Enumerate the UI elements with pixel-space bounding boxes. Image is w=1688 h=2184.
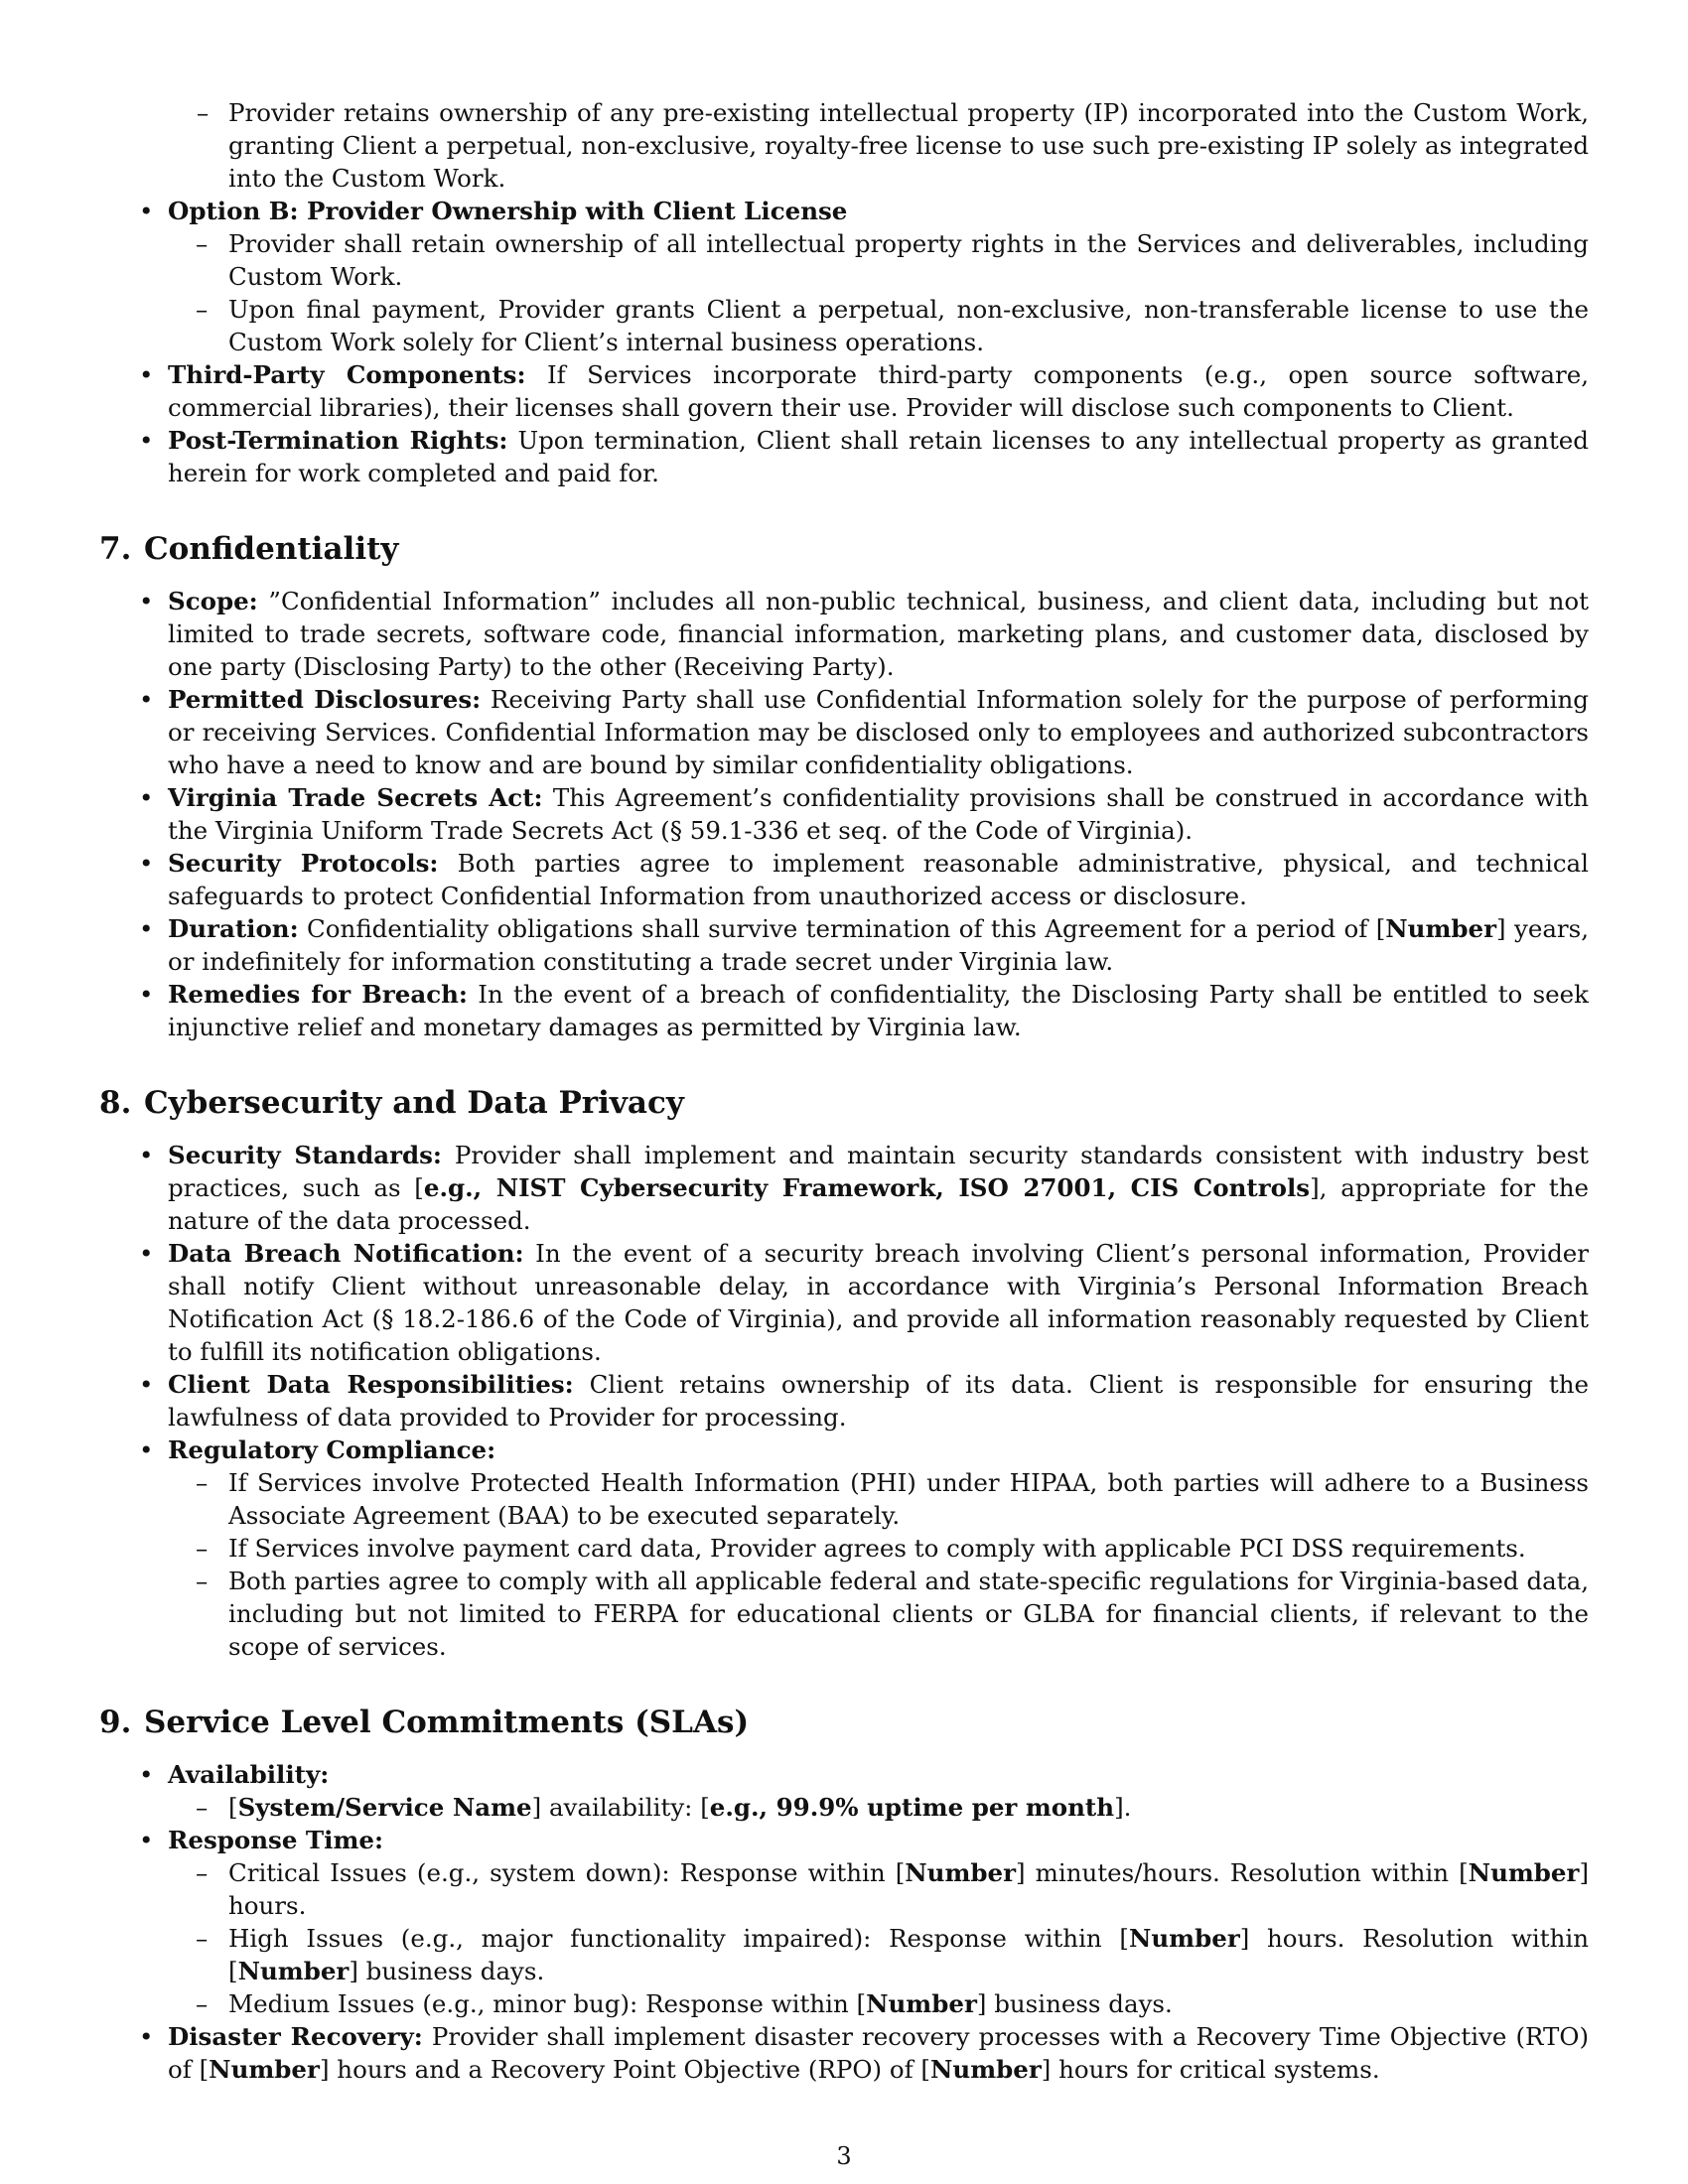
- list-item: [99, 1433, 1589, 1663]
- sla-list: [99, 1758, 1589, 2086]
- list-item: [99, 978, 1589, 1043]
- client-data-label: Client Data Responsibilities:: [168, 1370, 574, 1399]
- cybersecurity-list: [99, 1139, 1589, 1663]
- placeholder-field: Number: [905, 1858, 1017, 1887]
- scope-text: ”Confidential Information” includes all non-public technical, business, and client data, including but not limited to trade secrets, software code, financial information, marketing plans, and customer data, disclosed by one party (Disclosing Party) to the other (Receiving Party).: [168, 587, 1589, 681]
- section-heading-sla: [99, 1703, 1589, 1742]
- security-label: Security Protocols:: [168, 849, 439, 878]
- list-item: [99, 1139, 1589, 1237]
- option-b-title: Option B: Provider Ownership with Client License: [168, 197, 848, 225]
- medium-text: ] business days.: [976, 1989, 1173, 2018]
- list-item: [99, 424, 1589, 489]
- page-number: 3: [836, 2142, 852, 2170]
- list-item: [168, 293, 1589, 358]
- list-item: [168, 1856, 1589, 1922]
- standards-text: ], appropriate for the nature of the data processed.: [168, 1173, 1589, 1235]
- placeholder-field: Number: [930, 2055, 1042, 2084]
- list-item: [168, 1565, 1589, 1663]
- list-item: [99, 195, 1589, 358]
- section-heading-cybersecurity: [99, 1083, 1589, 1123]
- placeholder-field: Number: [237, 1957, 350, 1985]
- availability-text: ] availability: [: [531, 1793, 710, 1822]
- permitted-label: Permitted Disclosures:: [168, 685, 482, 714]
- response-sublist: [168, 1856, 1589, 2020]
- list-item: [99, 96, 1589, 195]
- standards-label: Security Standards:: [168, 1141, 442, 1169]
- bracket-text: [: [228, 1793, 238, 1822]
- list-item: [168, 1532, 1589, 1565]
- virginia-text: This Agreement’s confidentiality provisions shall be construed in accordance with the Virginia Uniform Trade Secrets Act (§ 59.1-336 et seq. of the Code of Virginia).: [168, 783, 1589, 845]
- disaster-recovery-text: Provider shall implement disaster recovery processes with a Recovery Time Objective (RTO) of [: [168, 2022, 1589, 2084]
- post-termination-label: Post-Termination Rights:: [168, 426, 508, 455]
- list-item: [168, 1987, 1589, 2020]
- list-item: [99, 1237, 1589, 1368]
- regulatory-label: Regulatory Compliance:: [168, 1435, 496, 1464]
- regulatory-sub3: Both parties agree to comply with all applicable federal and state-specific regulations for Virginia-based data, including but not limited to FERPA for educational clients or GLBA for financial clients, if relevant to the scope of services.: [228, 1567, 1589, 1661]
- list-item: [99, 358, 1589, 424]
- availability-label: Availability:: [168, 1760, 330, 1789]
- remedies-label: Remedies for Breach:: [168, 980, 468, 1009]
- scope-label: Scope:: [168, 587, 258, 615]
- placeholder-field: Number: [209, 2055, 320, 2084]
- placeholder-field: Number: [1385, 914, 1497, 943]
- placeholder-field: Number: [1468, 1858, 1580, 1887]
- list-item: [168, 1791, 1589, 1824]
- list-item: [99, 847, 1589, 912]
- section-number: 7.: [99, 531, 132, 567]
- standards-text: Provider shall implement and maintain security standards consistent with industry best practices, such as [: [168, 1141, 1589, 1202]
- list-item: [99, 1368, 1589, 1433]
- list-item: [168, 1922, 1589, 1987]
- placeholder-field: Number: [866, 1989, 977, 2018]
- post-termination-text: Upon termination, Client shall retain licenses to any intellectual property as granted herein for work completed and paid for.: [168, 426, 1589, 487]
- medium-text: Medium Issues (e.g., minor bug): Response within [: [228, 1989, 867, 2018]
- remedies-text: In the event of a breach of confidentiality, the Disclosing Party shall be entitled to seek injunctive relief and monetary damages as permitted by Virginia law.: [168, 980, 1589, 1041]
- list-item: [99, 1758, 1589, 1824]
- ip-preexisting-text: Provider retains ownership of any pre-existing intellectual property (IP) incorporated into the Custom Work, granting Client a perpetual, non-exclusive, royalty-free license to use such pre-existing IP solely as integrated into the Custom Work.: [228, 98, 1589, 193]
- section-title: Cybersecurity and Data Privacy: [144, 1085, 684, 1121]
- permitted-text: Receiving Party shall use Confidential Information solely for the purpose of performing or receiving Services. Confidential Information may be disclosed only to employees and authorized subcontractors who have a need to know and are bound by similar confidentiality obligations.: [168, 685, 1589, 779]
- security-text: Both parties agree to implement reasonable administrative, physical, and technical safeguards to protect Confidential Information from unauthorized access or disclosure.: [168, 849, 1589, 910]
- third-party-text: If Services incorporate third-party components (e.g., open source software, commercial libraries), their licenses shall govern their use. Provider will disclose such components to Client.: [168, 360, 1589, 422]
- section-heading-confidentiality: [99, 529, 1589, 569]
- placeholder-field: Number: [1128, 1924, 1240, 1953]
- option-b-sub2: Upon final payment, Provider grants Client a perpetual, non-exclusive, non-transferable license to use the Custom Work solely for Client’s internal business operations.: [228, 295, 1589, 356]
- placeholder-field: e.g., 99.9% uptime per month: [709, 1793, 1115, 1822]
- list-item: [168, 227, 1589, 293]
- placeholder-field: System/Service Name: [237, 1793, 532, 1822]
- high-text: ] hours. Resolution within [: [228, 1924, 1589, 1985]
- section-title: Service Level Commitments (SLAs): [144, 1705, 750, 1740]
- placeholder-field: e.g., NIST Cybersecurity Framework, ISO 27001, CIS Controls: [423, 1173, 1311, 1202]
- list-item: [99, 912, 1589, 978]
- critical-text: ] minutes/hours. Resolution within [: [1016, 1858, 1469, 1887]
- list-item: [99, 1824, 1589, 2020]
- virginia-label: Virginia Trade Secrets Act:: [168, 783, 543, 812]
- duration-text: Confidentiality obligations shall survive termination of this Agreement for a period of [: [298, 914, 1386, 943]
- response-label: Response Time:: [168, 1826, 384, 1854]
- section-number: 9.: [99, 1705, 132, 1740]
- ip-list: [99, 195, 1589, 489]
- disaster-recovery-label: Disaster Recovery:: [168, 2022, 423, 2051]
- ip-continuation-list: [99, 96, 1589, 195]
- critical-text: Critical Issues (e.g., system down): Response within [: [228, 1858, 906, 1887]
- list-item: [99, 683, 1589, 781]
- breach-label: Data Breach Notification:: [168, 1239, 524, 1268]
- section-number: 8.: [99, 1085, 132, 1121]
- client-data-text: Client retains ownership of its data. Client is responsible for ensuring the lawfulness of data provided to Provider for processing.: [168, 1370, 1589, 1432]
- list-item: [99, 585, 1589, 683]
- high-text: ] business days.: [349, 1957, 545, 1985]
- critical-text: ] hours.: [228, 1858, 1589, 1920]
- confidentiality-list: [99, 585, 1589, 1043]
- regulatory-sublist: [168, 1466, 1589, 1663]
- breach-text: In the event of a security breach involving Client’s personal information, Provider shall notify Client without unreasonable delay, in accordance with Virginia’s Personal Information Breach Notification Act (§ 18.2-186.6 of the Code of Virginia), and provide all information reasonably requested by Client to fulfill its notification obligations.: [168, 1239, 1589, 1366]
- bracket-text: ].: [1114, 1793, 1132, 1822]
- option-b-sub1: Provider shall retain ownership of all intellectual property rights in the Services and deliverables, including Custom Work.: [228, 229, 1589, 291]
- disaster-recovery-text: ] hours for critical systems.: [1041, 2055, 1380, 2084]
- high-text: High Issues (e.g., major functionality impaired): Response within [: [228, 1924, 1129, 1953]
- list-item: [168, 1466, 1589, 1532]
- duration-label: Duration:: [168, 914, 299, 943]
- third-party-label: Third-Party Components:: [168, 360, 526, 389]
- section-title: Confidentiality: [144, 531, 399, 567]
- list-item: [99, 781, 1589, 847]
- availability-sublist: [168, 1791, 1589, 1824]
- option-b-sublist: [168, 227, 1589, 358]
- regulatory-sub1: If Services involve Protected Health Information (PHI) under HIPAA, both parties will adhere to a Business Associate Agreement (BAA) to be executed separately.: [228, 1468, 1589, 1530]
- page-content: [99, 96, 1589, 2086]
- duration-text: ] years, or indefinitely for information constituting a trade secret under Virginia law.: [168, 914, 1589, 976]
- disaster-recovery-text: ] hours and a Recovery Point Objective (RPO) of [: [319, 2055, 930, 2084]
- list-item: [99, 2020, 1589, 2086]
- regulatory-sub2: If Services involve payment card data, Provider agrees to comply with applicable PCI DSS requirements.: [228, 1534, 1526, 1563]
